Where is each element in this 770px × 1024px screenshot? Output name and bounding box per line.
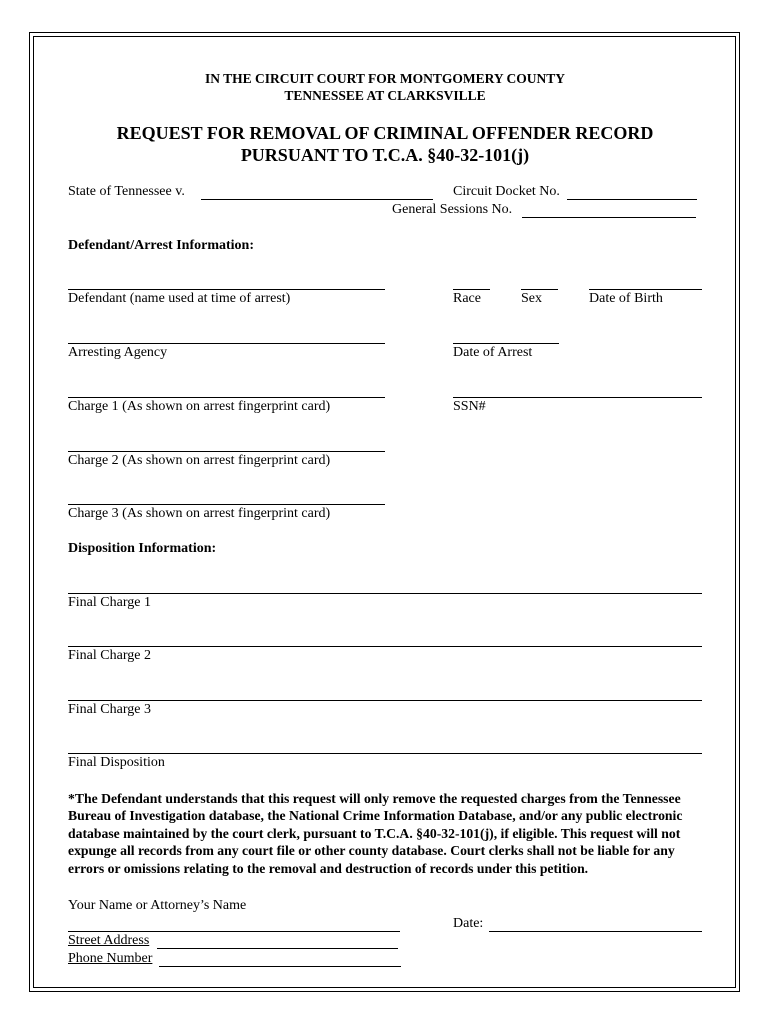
- final-charge1-field[interactable]: [68, 593, 702, 594]
- sex-label: Sex: [521, 291, 542, 306]
- state-label: State of Tennessee v.: [68, 184, 185, 199]
- arrest-date-field[interactable]: [453, 343, 559, 344]
- defendant-name-field[interactable]: [68, 289, 385, 290]
- disposition-section-heading: Disposition Information:: [68, 541, 217, 556]
- dob-field[interactable]: [589, 289, 702, 290]
- docket-number-field[interactable]: [567, 199, 697, 200]
- arresting-agency-label: Arresting Agency: [68, 345, 168, 360]
- date-label: Date:: [453, 916, 484, 931]
- ssn-field[interactable]: [453, 397, 702, 398]
- final-disposition-label: Final Disposition: [68, 755, 165, 770]
- charge2-field[interactable]: [68, 451, 385, 452]
- court-name-line2: TENNESSEE AT CLARKSVILLE: [284, 88, 486, 103]
- sex-field[interactable]: [521, 289, 558, 290]
- sessions-number-field[interactable]: [522, 217, 696, 218]
- dob-label: Date of Birth: [589, 291, 663, 306]
- street-address-label: Street Address: [68, 933, 150, 948]
- final-disposition-field[interactable]: [68, 753, 702, 754]
- name-label: Your Name or Attorney’s Name: [68, 898, 247, 913]
- defendant-section-heading: Defendant/Arrest Information:: [68, 238, 254, 253]
- sessions-label: General Sessions No.: [392, 202, 513, 217]
- charge2-label: Charge 2 (As shown on arrest fingerprint card): [68, 453, 331, 468]
- docket-label: Circuit Docket No.: [453, 184, 560, 199]
- charge3-label: Charge 3 (As shown on arrest fingerprint card): [68, 506, 331, 521]
- removal-notice: *The Defendant understands that this request will only remove the requested charges from the Tennessee Bureau of Investigation database, the National Crime Information Database, and/or any public electronic database maintained by the court clerk, pursuant to T.C.A. §40-32-101(j), if eligible. This request will not expunge all records from any court file or other county database. Court clerks shall not be liable for any errors or omissions relating to the removal and destruction of records under this petition.: [68, 791, 683, 876]
- final-charge1-label: Final Charge 1: [68, 595, 151, 610]
- final-charge3-field[interactable]: [68, 700, 702, 701]
- arrest-date-label: Date of Arrest: [453, 345, 533, 360]
- race-field[interactable]: [453, 289, 490, 290]
- phone-number-label: Phone Number: [68, 951, 153, 966]
- final-charge3-label: Final Charge 3: [68, 702, 151, 717]
- final-charge2-label: Final Charge 2: [68, 648, 151, 663]
- charge1-field[interactable]: [68, 397, 385, 398]
- arresting-agency-field[interactable]: [68, 343, 385, 344]
- street-address-field[interactable]: [157, 948, 398, 949]
- charge1-label: Charge 1 (As shown on arrest fingerprint card): [68, 399, 331, 414]
- court-name-line1: IN THE CIRCUIT COURT FOR MONTGOMERY COUNTY: [204, 71, 566, 86]
- date-field[interactable]: [489, 931, 702, 932]
- race-label: Race: [453, 291, 481, 306]
- form-title-line2: PURSUANT TO T.C.A. §40-32-101(j): [240, 145, 530, 165]
- name-field[interactable]: [68, 931, 400, 932]
- final-charge2-field[interactable]: [68, 646, 702, 647]
- ssn-label: SSN#: [453, 399, 486, 414]
- phone-number-field[interactable]: [159, 966, 401, 967]
- charge3-field[interactable]: [68, 504, 385, 505]
- defendant-name-label: Defendant (name used at time of arrest): [68, 291, 291, 306]
- defendant-case-field[interactable]: [201, 199, 433, 200]
- form-title-line1: REQUEST FOR REMOVAL OF CRIMINAL OFFENDER RECORD: [116, 123, 654, 143]
